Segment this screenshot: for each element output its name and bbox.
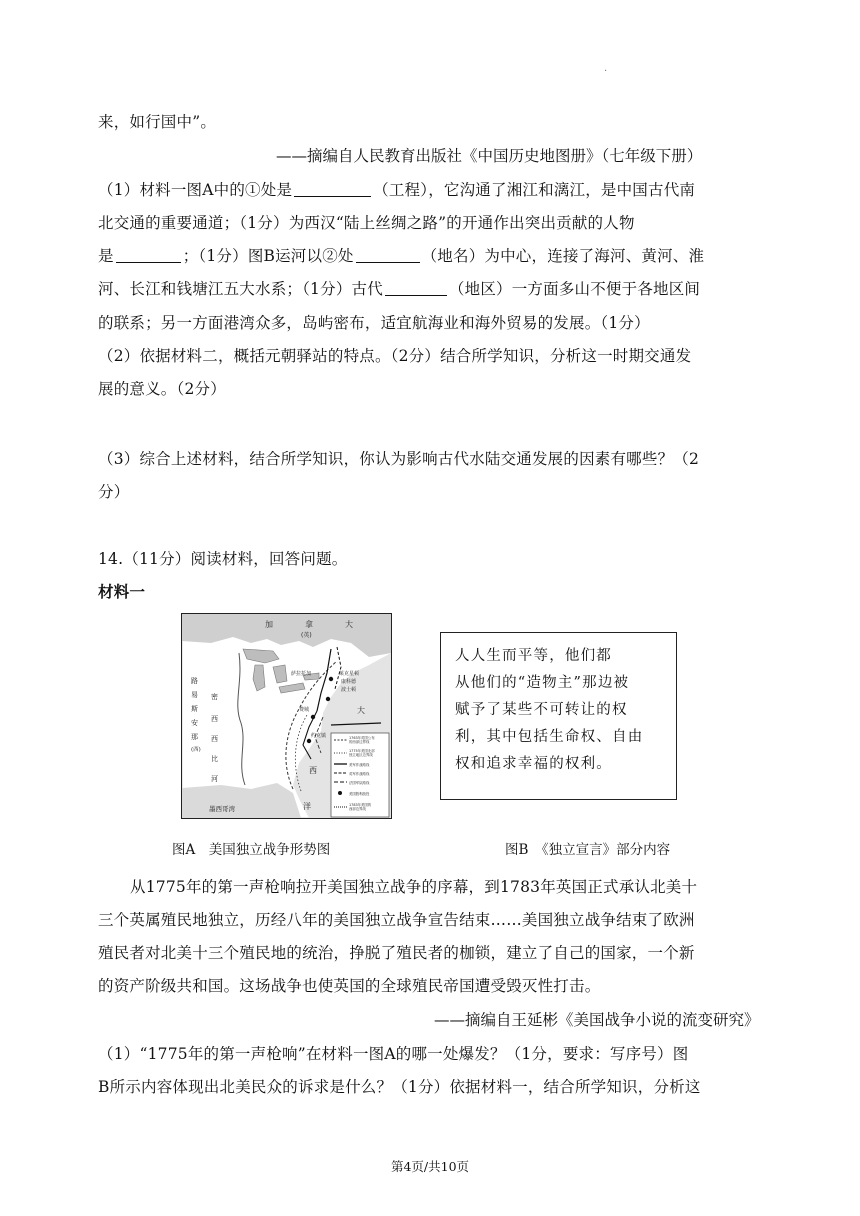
q13-sub1-line3 [98, 244, 704, 266]
svg-text:英军作战路线: 英军作战路线 [349, 772, 370, 776]
map-label-boston: 波士顿 [341, 687, 357, 693]
material-para-4: 的资产阶级共和国。这场战争也使英国的全球殖民帝国遭受毁灭性打击。 [98, 977, 601, 995]
map-label-concord: 康科德 [341, 679, 357, 685]
map-label-miss-5: 河 [211, 775, 218, 783]
q13-s1-a2: （工程），它沟通了湘江和漓江，是中国古代南 [373, 181, 696, 199]
map-label-gulf: 墨西哥湾 [209, 805, 235, 813]
declaration-quote-box [440, 632, 677, 800]
map-label-atlantic-1: 大 [357, 706, 365, 715]
top-dot: · [604, 66, 608, 77]
answer-blank-2[interactable] [116, 248, 181, 263]
map-label-lexington: 莱克星顿 [339, 671, 360, 677]
quote-line-3: 赋予了某些不可转让的权 [455, 702, 628, 718]
map-label-philadelphia: 费城 [299, 707, 310, 713]
q13-sub1-line1 [98, 178, 695, 200]
svg-text:美国胜利战役: 美国胜利战役 [349, 792, 370, 796]
q13-sub1-line5: 的联系；另一方面港湾众多，岛屿密布，适宜航海业和海外贸易的发展。（1分） [98, 314, 650, 332]
q14-sub1-line2: B所示内容体现出北美民众的诉求是什么？（1分）依据材料一，结合所学知识，分析这 [98, 1078, 701, 1096]
answer-blank-1[interactable] [294, 182, 371, 197]
map-label-canada-4: (英) [301, 632, 312, 639]
caption-figure-b: 图B 《独立宣言》部分内容 [505, 842, 671, 858]
map-label-miss-3: 西 [211, 735, 218, 743]
map-label-louisiana-6: (西) [191, 747, 201, 753]
map-label-canada-2: 拿 [305, 620, 313, 629]
map-label-louisiana-3: 斯 [191, 705, 198, 713]
q13-sub2-line2: 展的意义。（2分） [98, 380, 226, 398]
map-label-louisiana-2: 易 [191, 691, 198, 699]
answer-blank-4[interactable] [385, 281, 447, 296]
map-label-louisiana-1: 路 [191, 677, 198, 685]
map-label-atlantic-2: 西 [309, 766, 317, 775]
svg-text:独立地区边界线: 独立地区边界线 [349, 753, 373, 757]
quote-line-1: 人人生而平等，他们都 [455, 648, 612, 664]
svg-text:法国军队路线: 法国军队路线 [349, 781, 370, 785]
map-label-louisiana-4: 安 [191, 719, 198, 727]
map-label-miss-2: 西 [211, 715, 218, 723]
answer-blank-3[interactable] [356, 248, 420, 263]
quote-line-4: 利，其中包括生命权、自由 [455, 729, 644, 745]
us-independence-war-map [181, 613, 392, 819]
material-para-2: 三个英属殖民地独立，历经八年的美国独立战争宣告结束……美国独立战争结束了欧洲 [98, 911, 695, 929]
q14-source: ——摘编自王延彬《美国战争小说的流变研究》 [434, 1011, 760, 1029]
q13-s1-c2: ；（1分）图B运河以②处 [182, 247, 354, 265]
material-para-3: 殖民者对北美十三个殖民地的统治，挣脱了殖民者的枷锁，建立了自己的国家，一个新 [98, 944, 695, 962]
q13-sub2-line1: （2）依据材料二，概括元朝驿站的特点。（2分）结合所学知识，分析这一时期交通发 [98, 347, 692, 365]
q13-sub3-line2: 分） [98, 483, 130, 501]
q13-sub1-line4 [98, 277, 700, 299]
q14-heading: 14.（11分）阅读材料，回答问题。 [98, 550, 348, 568]
svg-text:西部边界线: 西部边界线 [349, 807, 366, 811]
q13-line0: 来，如行国中”。 [98, 113, 217, 131]
svg-text:1783年美国的: 1783年美国的 [349, 803, 372, 807]
map-label-saratoga: 萨拉托加 [291, 671, 312, 677]
map-label-louisiana-5: 那 [191, 733, 198, 741]
material-1-label: 材料一 [98, 583, 146, 601]
q13-s1-a1: （1）材料一图A中的①处是 [98, 181, 293, 199]
map-label-miss-4: 比 [211, 755, 218, 763]
q13-s1-d2: （地区）一方面多山不便于各地区间 [448, 280, 701, 298]
svg-text:1763年英国公布: 1763年英国公布 [349, 736, 375, 740]
svg-text:的西部边界线: 的西部边界线 [349, 740, 370, 744]
q14-sub1-line1: （1）“1775年的第一声枪响”在材料一图A的哪一处爆发？（1分，要求：写序号）图 [98, 1045, 689, 1063]
q13-sub3-line1: （3）综合上述材料，结合所学知识，你认为影响古代水陆交通发展的因素有哪些？（2 [98, 450, 700, 468]
svg-text:1775年美国北部: 1775年美国北部 [349, 749, 375, 753]
material-para-1: 从1775年的第一声枪响拉开美国独立战争的序幕，到1783年英国正式承认北美十 [130, 878, 698, 896]
map-label-atlantic-3: 洋 [303, 802, 311, 811]
map-label-yorktown: 约克镇 [311, 733, 327, 739]
map-label-miss-1: 密 [211, 693, 218, 701]
map-label-canada-3: 大 [345, 620, 353, 629]
q13-s1-c1: 是 [98, 247, 114, 265]
quote-line-5: 权和追求幸福的权利。 [455, 756, 612, 772]
page-footer: 第4页/共10页 [390, 1159, 470, 1174]
q13-s1-c3: （地名）为中心，连接了海河、黄河、淮 [421, 247, 705, 265]
quote-line-2: 从他们的“造物主”那边被 [455, 675, 630, 691]
svg-text:美军作战路线: 美军作战路线 [349, 763, 370, 767]
q13-s1-d1: 河、长江和钱塘江五大水系；（1分）古代 [98, 280, 383, 298]
q13-source: ——摘编自人民教育出版社《中国历史地图册》（七年级下册） [276, 147, 703, 165]
q13-sub1-line2: 北交通的重要通道；（1分）为西汉“陆上丝绸之路”的开通作出突出贡献的人物 [98, 214, 635, 232]
map-label-canada-1: 加 [265, 620, 273, 629]
caption-figure-a: 图A 美国独立战争形势图 [172, 842, 331, 858]
